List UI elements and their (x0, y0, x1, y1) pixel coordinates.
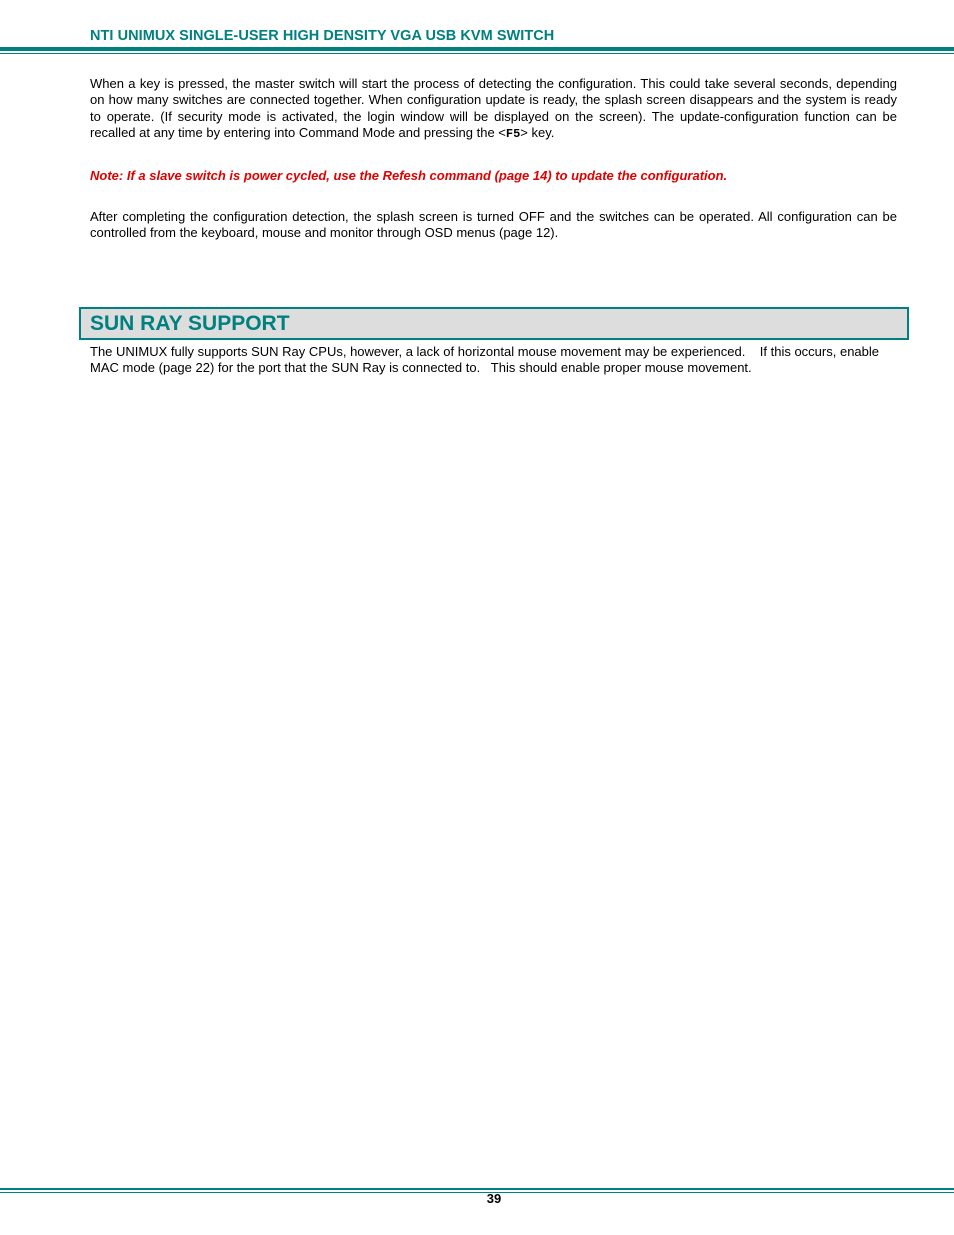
f5-key-label: F5 (505, 126, 521, 141)
footer-divider (0, 1188, 954, 1190)
sun-ray-section-heading (79, 307, 909, 340)
osd-menus-paragraph: After completing the configuration detection, the splash screen is turned OFF and the switches can be operated. All configuration can be controlled from the keyboard, mouse and monitor through OSD menus (page 12). (90, 209, 897, 241)
slave-switch-note: Note: If a slave switch is power cycled, use the Refesh command (page 14) to update the configuration. (90, 168, 728, 183)
header-divider-thin (0, 53, 954, 54)
sun-ray-heading-text: SUN RAY SUPPORT (90, 312, 290, 335)
page-number: 39 (486, 1191, 502, 1206)
config-detection-tail: > key. (520, 124, 555, 140)
header-divider (0, 47, 954, 51)
config-detection-paragraph (90, 76, 897, 142)
sun-ray-paragraph: The UNIMUX fully supports SUN Ray CPUs, however, a lack of horizontal mouse movement may be experienced. If this occurs, enable MAC mode (page 22) for the port that the SUN Ray is connected to. This should enable proper mouse movement. (90, 344, 883, 376)
config-detection-text: When a key is pressed, the master switch will start the process of detecting the configuration. This could take several seconds, depending on how many switches are connected together. When configuration update is ready, the splash screen disappears and the system is ready to operate. (If security mode is activated, the login window will be displayed on the screen). The update-configuration function can be recalled at any time by entering into Command Mode and pressing the < (90, 76, 897, 140)
page-header-title: NTI UNIMUX SINGLE-USER HIGH DENSITY VGA USB KVM SWITCH (90, 28, 555, 44)
